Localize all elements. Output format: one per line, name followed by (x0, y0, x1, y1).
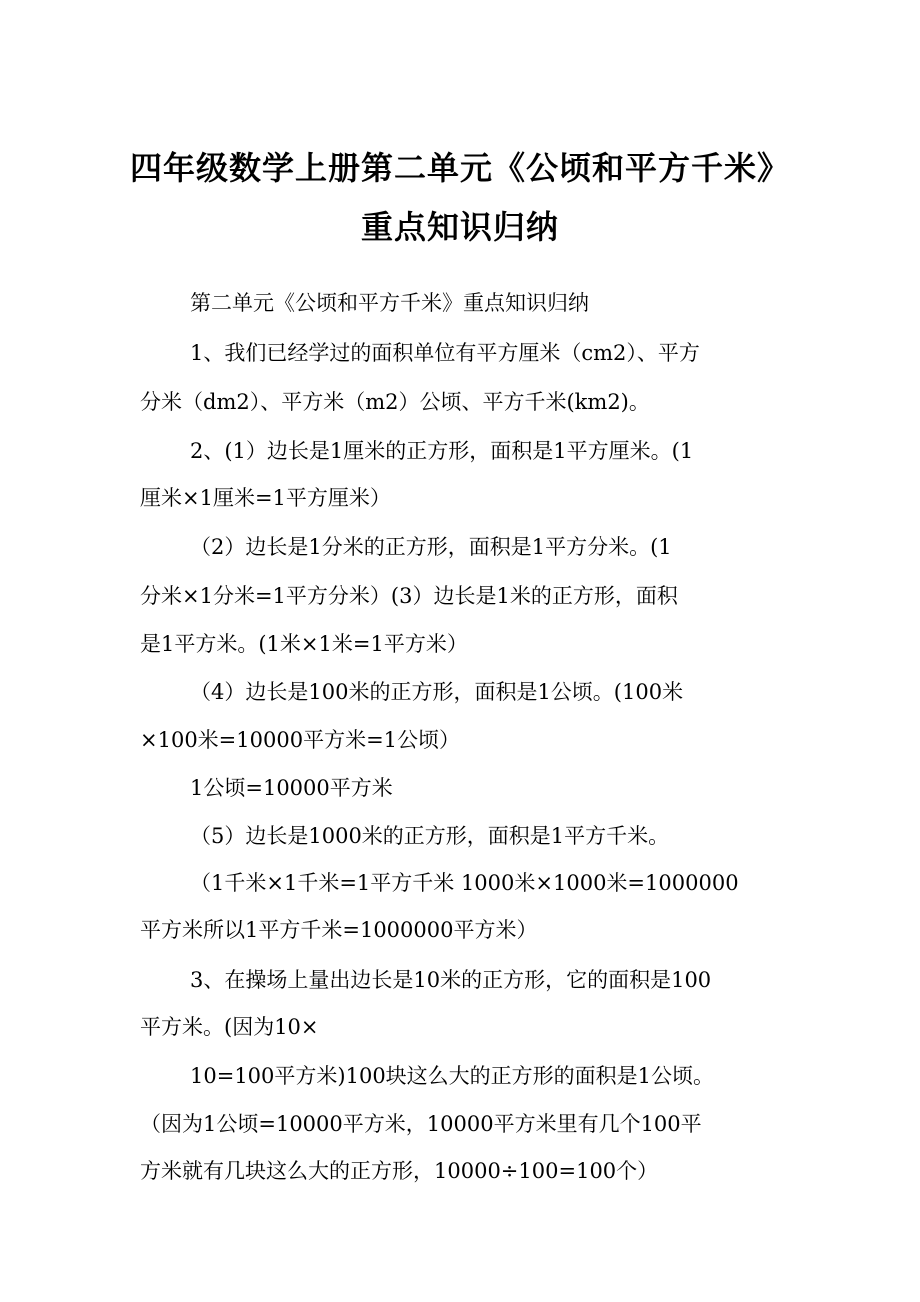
paragraph-line: 方米就有几块这么大的正方形，10000÷100=100个） (140, 1159, 659, 1183)
paragraph-line: 2、(1）边长是1厘米的正方形，面积是1平方厘米。(1 (190, 439, 694, 463)
paragraph-line: 是1平方米。(1米×1米=1平方米） (140, 632, 468, 656)
paragraph-line: 分米（dm2）、平方米（m2）公顷、平方千米(km2)。 (140, 390, 650, 414)
paragraph-line: （2）边长是1分米的正方形，面积是1平方分米。(1 (190, 535, 672, 559)
paragraph-line: 1公顷=10000平方米 (190, 776, 393, 800)
paragraph-line: 平方米。(因为10× (140, 1015, 319, 1039)
section-heading: 第二单元《公顷和平方千米》重点知识归纳 (190, 291, 589, 315)
paragraph-line: （因为1公顷=10000平方米，10000平方米里有几个100平 (140, 1112, 702, 1136)
paragraph-line: （4）边长是100米的正方形，面积是1公顷。(100米 (190, 680, 684, 704)
paragraph-line: ×100米=10000平方米=1公顷） (140, 728, 461, 752)
paragraph-line: （1千米×1千米=1平方千米 1000米×1000米=1000000 (190, 871, 739, 895)
document-title-line-2: 重点知识归纳 (360, 208, 559, 246)
paragraph-line: 分米×1分米=1平方分米）(3）边长是1米的正方形，面积 (140, 584, 678, 608)
paragraph-line: 平方米所以1平方千米=1000000平方米） (140, 918, 538, 942)
paragraph-line: 10=100平方米)100块这么大的正方形的面积是1公顷。 (190, 1064, 715, 1088)
paragraph-line: 1、我们已经学过的面积单位有平方厘米（cm2）、平方 (190, 341, 700, 365)
paragraph-line: （5）边长是1000米的正方形，面积是1平方千米。 (190, 824, 670, 848)
paragraph-line: 3、在操场上量出边长是10米的正方形，它的面积是100 (190, 968, 712, 992)
document-title-line-1: 四年级数学上册第二单元《公顷和平方千米》 (129, 149, 790, 187)
paragraph-line: 厘米×1厘米=1平方厘米） (140, 486, 391, 510)
